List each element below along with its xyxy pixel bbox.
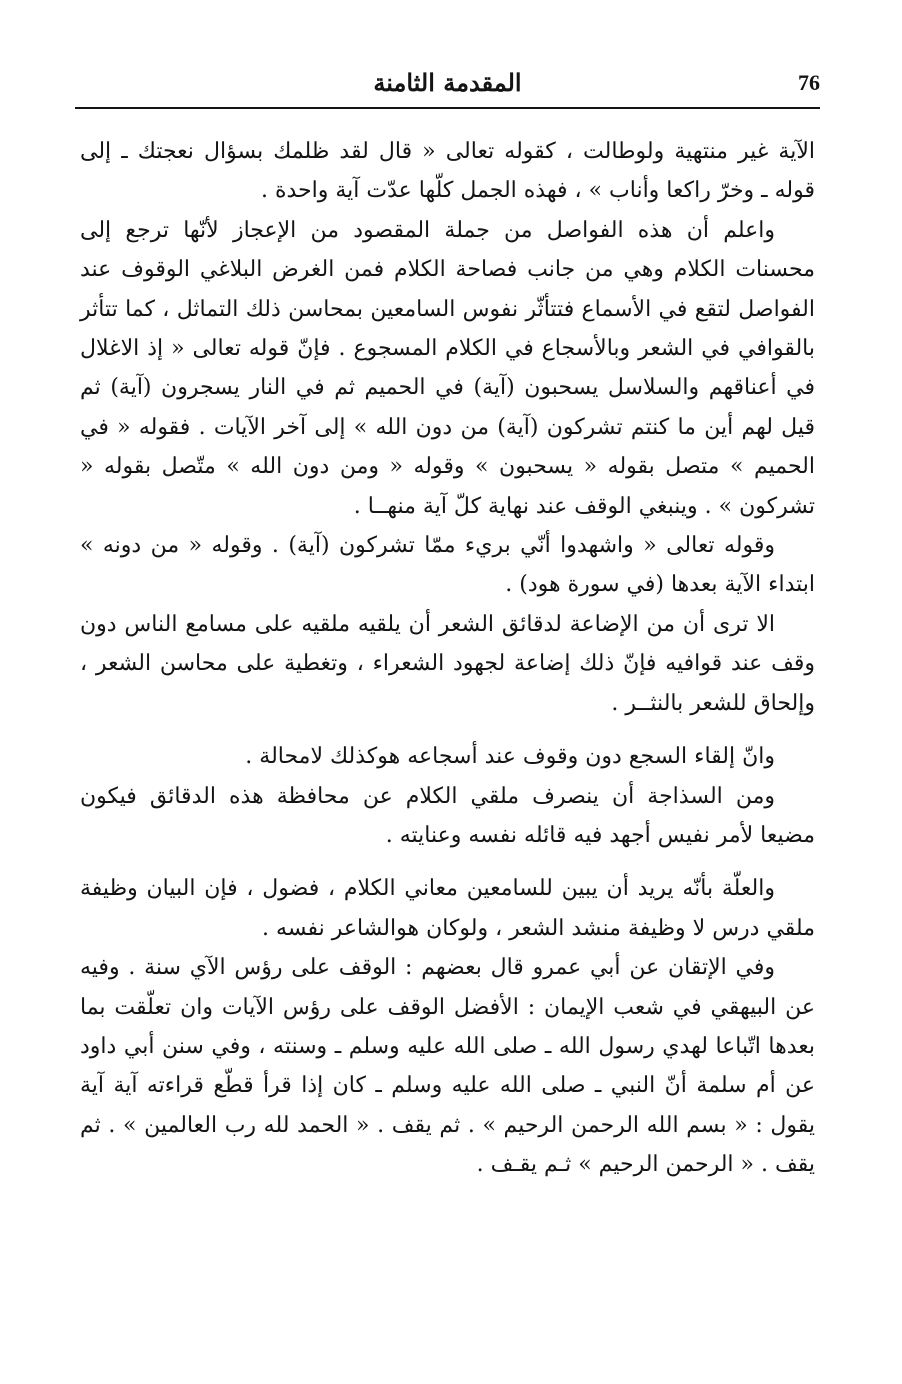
page-number: 76: [798, 70, 820, 95]
page-header: [75, 62, 820, 106]
paragraph: الا ترى أن من الإضاعة لدقائق الشعر أن يلقيه ملقيه على مسامع الناس دون وقف عند قوافيه فإنّ ذلك إضاعة لجهود الشعراء ، وتغطية على محاسن الشعر ، وإلحاق للشعر بالنثــر .: [80, 611, 815, 716]
paragraph: واعلم أن هذه الفواصل من جملة المقصود من الإعجاز لأنّها ترجع إلى محسنات الكلام وهي من جانب فصاحة الكلام فمن الغرض البلاغي الوقوف عند الفواصل لتقع في الأسماع فتتأثّر نفوس السامعين بمحاسن ذلك التماثل ، كما تتأثر بالقوافي في الشعر وبالأسجاع في الكلام المسجوع . فإنّ قوله تعالى « إذ الاغلال في أعناقهم والسلاسل يسحبون (آية) في الحميم ثم في النار يسجرون (آية) ثم قيل لهم أين ما كنتم تشركون (آية) من دون الله » إلى آخر الآيات . فقوله « في الحميم » متصل بقوله « يسحبون » وقوله « ومن دون الله » متّصل بقوله « تشركون » . وينبغي الوقف عند نهاية كلّ آية منهــا .: [80, 217, 815, 519]
paragraph: ومن السذاجة أن ينصرف ملقي الكلام عن محافظة هذه الدقائق فيكون مضيعا لأمر نفيس أجهد فيه قائله نفسه وعنايته .: [80, 783, 815, 848]
body-text: [80, 132, 815, 1185]
paragraph: وفي الإتقان عن أبي عمرو قال بعضهم : الوقف على رؤس الآي سنة . وفيه عن البيهقي في شعب الإيمان : الأفضل الوقف على رؤس الآيات وان تعلّقت بما بعدها اتّباعا لهدي رسول الله ـ صلى الله عليه وسلم ـ وسنته ، وفي سنن أبي داود عن أم سلمة أنّ النبي ـ صلى الله عليه وسلم ـ كان إذا قرأ قطّع قراءته آية آية يقول : « بسم الله الرحمن الرحيم » . ثم يقف . « الحمد لله رب العالمين » . ثم يقف . « الرحمن الرحيم » ثـم يقـف .: [80, 955, 816, 1178]
running-title: المقدمة الثامنة: [373, 68, 522, 97]
paragraph: الآية غير منتهية ولوطالت ، كقوله تعالى « قال لقد ظلمك بسؤال نعجتك ـ إلى قوله ـ وخرّ راكعا وأناب » ، فهذه الجمل كلّها عدّت آية واحدة .: [80, 139, 815, 204]
paragraph: وانّ إلقاء السجع دون وقوف عند أسجاعه هوكذلك لامحالة .: [245, 744, 775, 770]
header-rule: [75, 107, 820, 109]
paragraph: وقوله تعالى « واشهدوا أنّي بريء ممّا تشركون (آية) . وقوله « من دونه » ابتداء الآية بعدها (في سورة هود) .: [80, 533, 815, 598]
paragraph: والعلّة بأنّه يريد أن يبين للسامعين معاني الكلام ، فضول ، فإن البيان وظيفة ملقي درس لا وظيفة منشد الشعر ، ولوكان هوالشاعر نفسه .: [80, 876, 815, 941]
